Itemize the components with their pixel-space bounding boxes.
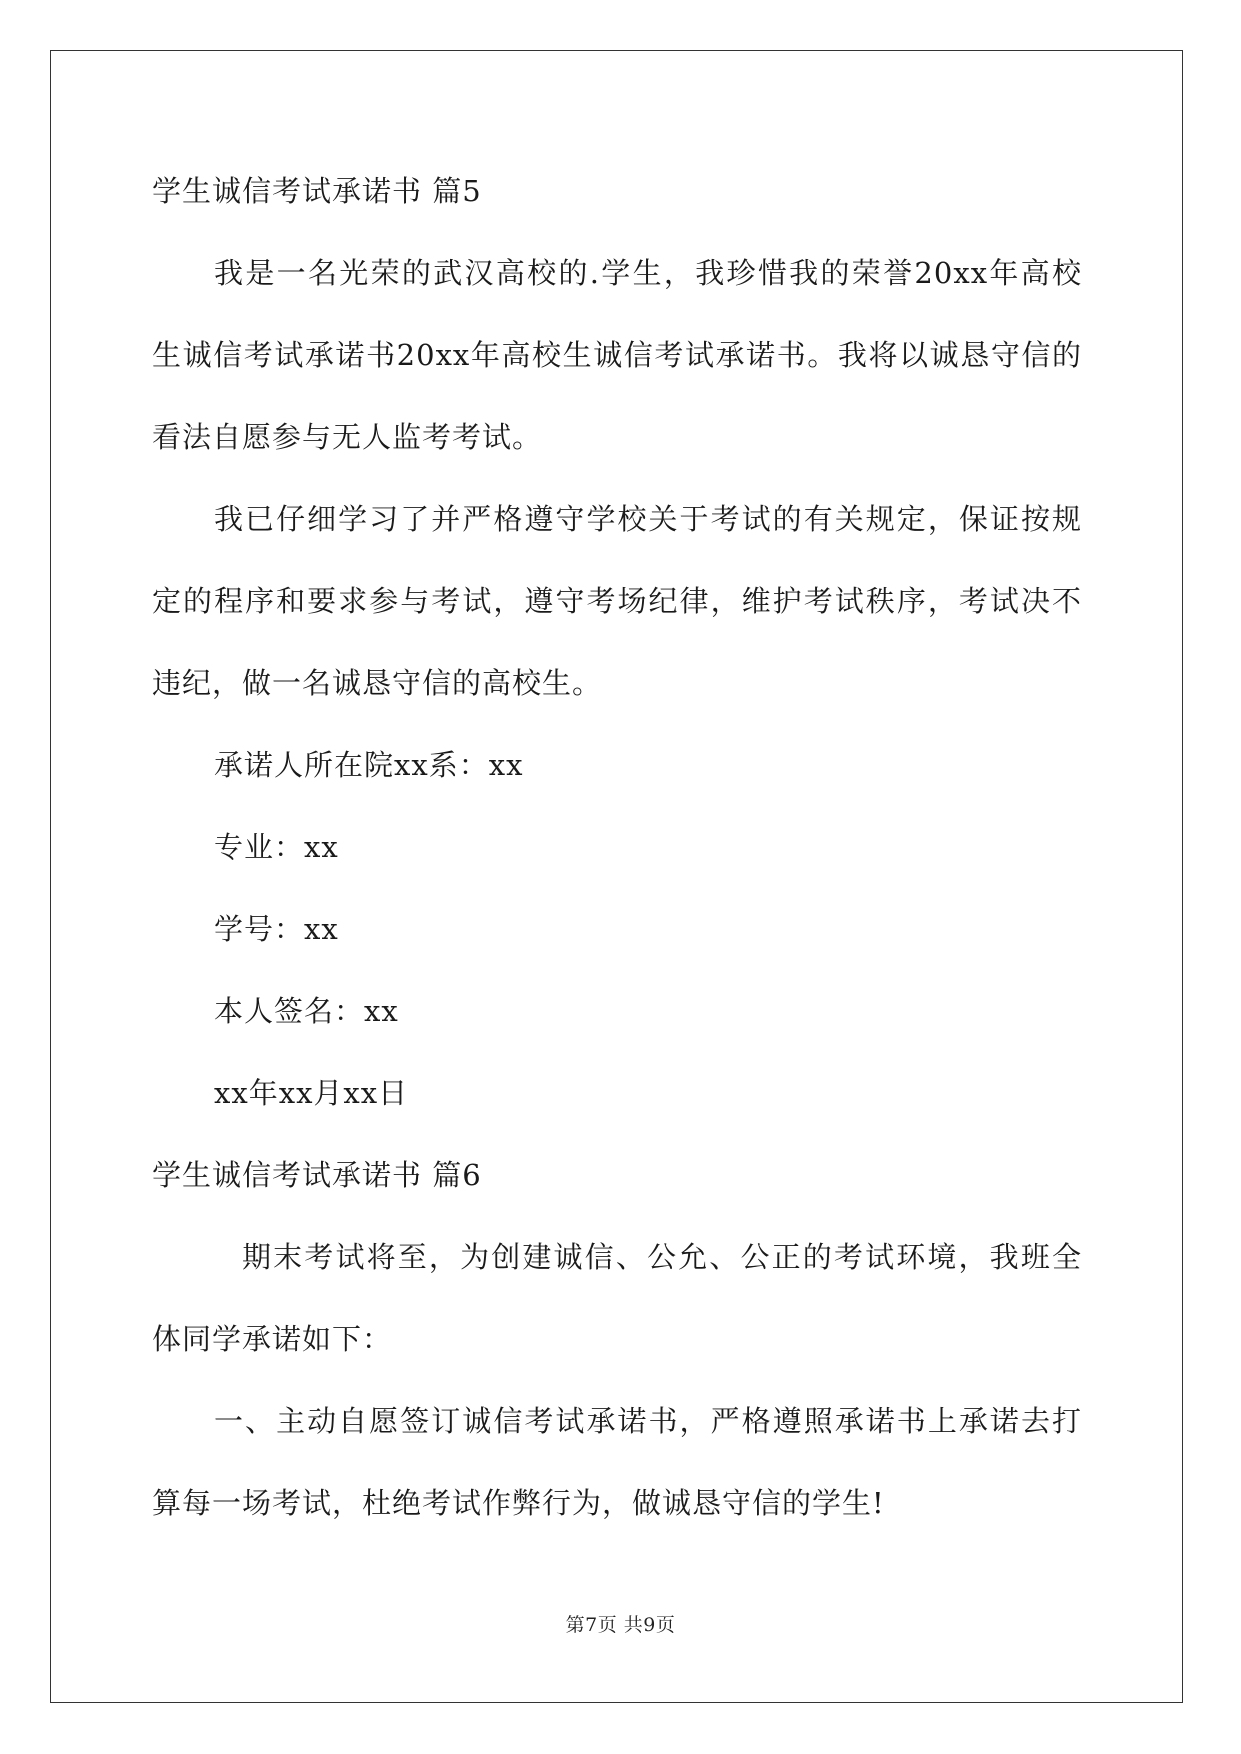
paragraph-line: 看法自愿参与无人监考考试。 (152, 420, 543, 454)
paragraph-line: 期末考试将至，为创建诚信、公允、公正的考试环境，我班全 (242, 1240, 1082, 1274)
pledger-department: 承诺人所在院xx系：xx (214, 748, 524, 782)
paragraph-line: 一、主动自愿签订诚信考试承诺书，严格遵照承诺书上承诺去打 (214, 1404, 1082, 1438)
paragraph-line: 我已仔细学习了并严格遵守学校关于考试的有关规定，保证按规 (214, 502, 1082, 536)
paragraph-line: 定的程序和要求参与考试，遵守考场纪律，维护考试秩序，考试决不 (152, 584, 1082, 618)
document-body (152, 150, 1082, 1544)
section-heading-6: 学生诚信考试承诺书 篇6 (152, 1158, 482, 1192)
pledger-major: 专业：xx (214, 830, 339, 864)
paragraph-line: 我是一名光荣的武汉高校的.学生，我珍惜我的荣誉20xx年高校 (214, 256, 1082, 290)
pledger-student-id: 学号：xx (214, 912, 339, 946)
pledger-signature: 本人签名：xx (214, 994, 399, 1028)
section-heading-5: 学生诚信考试承诺书 篇5 (152, 174, 482, 208)
pledge-date: xx年xx月xx日 (214, 1076, 409, 1110)
paragraph-line: 生诚信考试承诺书20xx年高校生诚信考试承诺书。我将以诚恳守信的 (152, 338, 1082, 372)
paragraph-line: 算每一场考试，杜绝考试作弊行为，做诚恳守信的学生! (152, 1486, 885, 1520)
paragraph-line: 体同学承诺如下： (152, 1322, 393, 1356)
page-number-footer: 第7页 共9页 (565, 1614, 676, 1636)
paragraph-line: 违纪，做一名诚恳守信的高校生。 (152, 666, 603, 700)
